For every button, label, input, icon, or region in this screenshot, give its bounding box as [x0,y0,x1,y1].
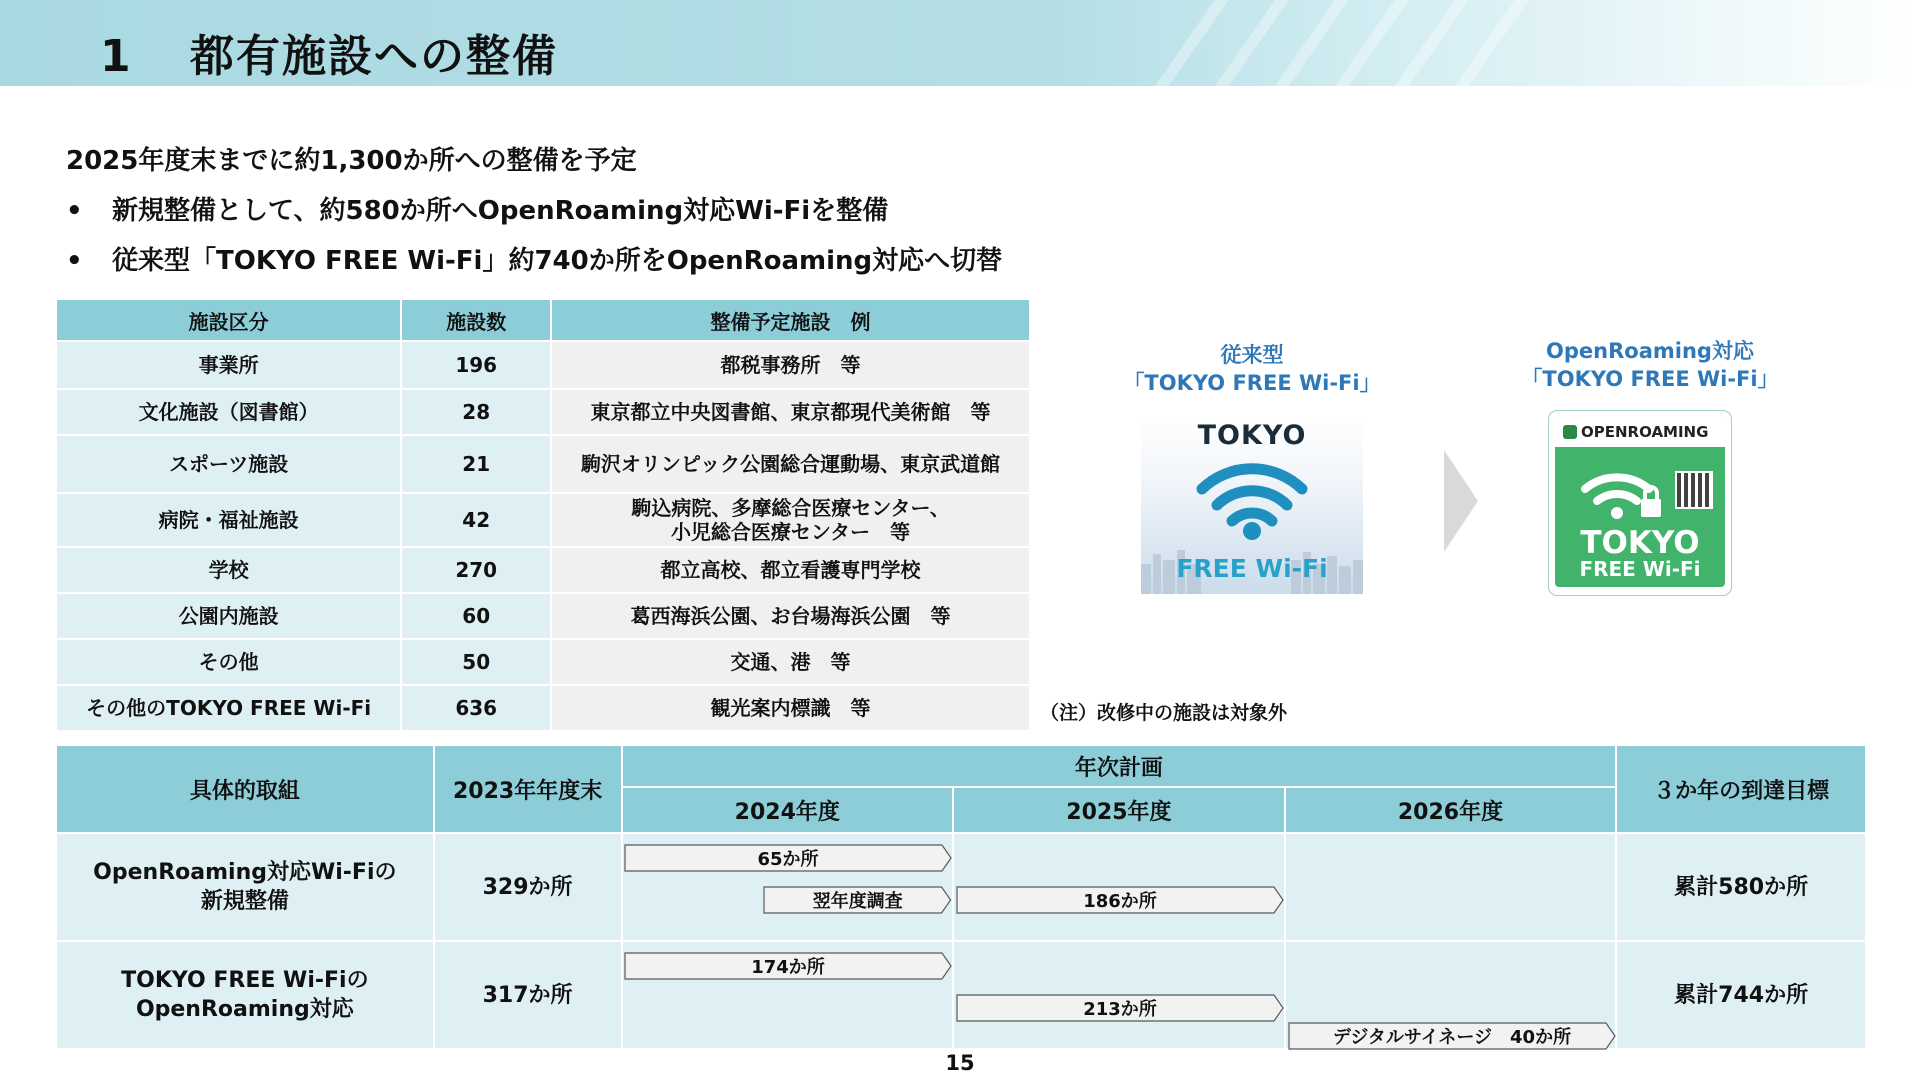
table-row [56,341,1030,389]
category-cell: 病院・福祉施設 [56,493,401,547]
openroaming-logo [1549,411,1731,595]
logo-word-top: TOKYO [1197,420,1307,451]
table-row [56,493,1030,547]
header-count: 施設数 [401,299,551,341]
header-category: 施設区分 [56,299,401,341]
bullet-text: 従来型「TOKYO FREE Wi-Fi」約740か所をOpenRoaming対応へ切替 [112,246,1003,276]
header-year: 2024年度 [622,787,954,833]
header-year: 2025年度 [953,787,1285,833]
examples-cell: 都税事務所 等 [551,341,1030,389]
category-cell: 事業所 [56,341,401,389]
bullet-item [66,240,1002,277]
footnote: （注）改修中の施設は対象外 [1040,702,1288,724]
goal-cell: 累計744か所 [1616,941,1866,1049]
examples-cell: 交通、港 等 [551,639,1030,685]
schedule-bar [956,886,1284,914]
category-cell: 公園内施設 [56,593,401,639]
category-cell: 学校 [56,547,401,593]
caption-line: 従来型 [1220,343,1284,367]
section-number: 1 [100,31,133,82]
schedule-bar-label: 213か所 [1083,999,1157,1020]
wifi-lock-icon [1575,463,1675,523]
header-baseline: 2023年年度末 [434,745,622,833]
baseline-cell: 329か所 [434,833,622,941]
examples-cell: 都立高校、都立看護専門学校 [551,547,1030,593]
year-cell [1285,833,1617,941]
caption-line: 「TOKYO FREE Wi-Fi」 [1123,371,1381,395]
count-cell: 196 [401,341,551,389]
initiative-line: 新規整備 [200,889,289,914]
openroaming-mark-icon [1563,425,1577,439]
initiative-line: OpenRoaming対応Wi-Fiの [93,860,397,885]
examples-cell: 駒沢オリンピック公園総合運動場、東京武道館 [551,435,1030,493]
title-banner [0,0,1920,86]
bullet-dot: • [66,246,83,276]
category-cell: スポーツ施設 [56,435,401,493]
header-annual-plan: 年次計画 [622,745,1617,787]
examples-cell: 葛西海浜公園、お台場海浜公園 等 [551,593,1030,639]
table-row [56,389,1030,435]
facility-table [55,298,1031,732]
header-year: 2026年度 [1285,787,1617,833]
initiative-cell [56,941,434,1049]
category-cell: 文化施設（図書館） [56,389,401,435]
count-cell: 50 [401,639,551,685]
logo-brand-band [1555,419,1725,447]
bullet-dot: • [66,196,83,226]
header-goal: ３か年の到達目標 [1616,745,1866,833]
logo-word-bottom: FREE Wi-Fi [1579,557,1701,581]
table-row [56,685,1030,731]
bullet-text: 新規整備として、約580か所へOpenRoaming対応Wi-Fiを整備 [112,196,889,226]
new-logo-caption [1510,337,1790,393]
caption-line: 「TOKYO FREE Wi-Fi」 [1521,367,1779,391]
count-cell: 60 [401,593,551,639]
old-logo-caption [1122,341,1382,397]
examples-line: 駒込病院、多摩総合医療センター、 [631,496,950,520]
table-row [56,639,1030,685]
logo-word-bottom: FREE Wi-Fi [1176,554,1328,583]
schedule-bar [624,844,952,872]
section-title: 都有施設への整備 [190,31,558,82]
summary-text: 2025年度末までに約1,300か所への整備を予定 [66,146,637,176]
examples-cell [551,493,1030,547]
count-cell: 636 [401,685,551,731]
baseline-cell: 317か所 [434,941,622,1049]
schedule-bar [763,886,952,914]
header-initiative: 具体的取組 [56,745,434,833]
table-row [56,593,1030,639]
chevron-right-icon [1444,450,1478,552]
logo-badge [1555,419,1725,587]
schedule-bar [956,994,1284,1022]
schedule-bar [624,952,952,980]
page-number: 15 [945,1051,975,1075]
caption-line: OpenRoaming対応 [1546,339,1754,363]
page-title [100,20,558,84]
logo-brand: OPENROAMING [1581,423,1709,441]
schedule-bar-label: 65か所 [757,849,819,870]
schedule-bar-label: 174か所 [751,957,825,978]
examples-cell: 観光案内標識 等 [551,685,1030,731]
table-header-row [56,299,1030,341]
category-cell: その他 [56,639,401,685]
examples-cell: 東京都立中央図書館、東京都現代美術館 等 [551,389,1030,435]
table-row [56,435,1030,493]
count-cell: 270 [401,547,551,593]
schedule-bar [1288,1022,1616,1050]
category-cell: その他のTOKYO FREE Wi-Fi [56,685,401,731]
schedule-bar-label: デジタルサイネージ 40か所 [1332,1027,1572,1048]
header-examples: 整備予定施設 例 [551,299,1030,341]
qr-code-icon [1675,471,1713,509]
initiative-cell [56,833,434,941]
initiative-line: TOKYO FREE Wi-Fiの [121,968,369,993]
count-cell: 42 [401,493,551,547]
goal-cell: 累計580か所 [1616,833,1866,941]
initiative-line: OpenRoaming対応 [135,997,354,1022]
table-row [56,547,1030,593]
count-cell: 21 [401,435,551,493]
tokyo-free-wifi-logo [1141,414,1363,594]
schedule-bar-label: 翌年度調査 [812,891,903,912]
examples-line: 小児総合医療センター 等 [670,520,911,544]
schedule-bar-label: 186か所 [1083,891,1157,912]
logo-word-top: TOKYO [1580,525,1700,561]
table-header-row [56,745,1866,787]
bullet-item [66,190,888,227]
count-cell: 28 [401,389,551,435]
